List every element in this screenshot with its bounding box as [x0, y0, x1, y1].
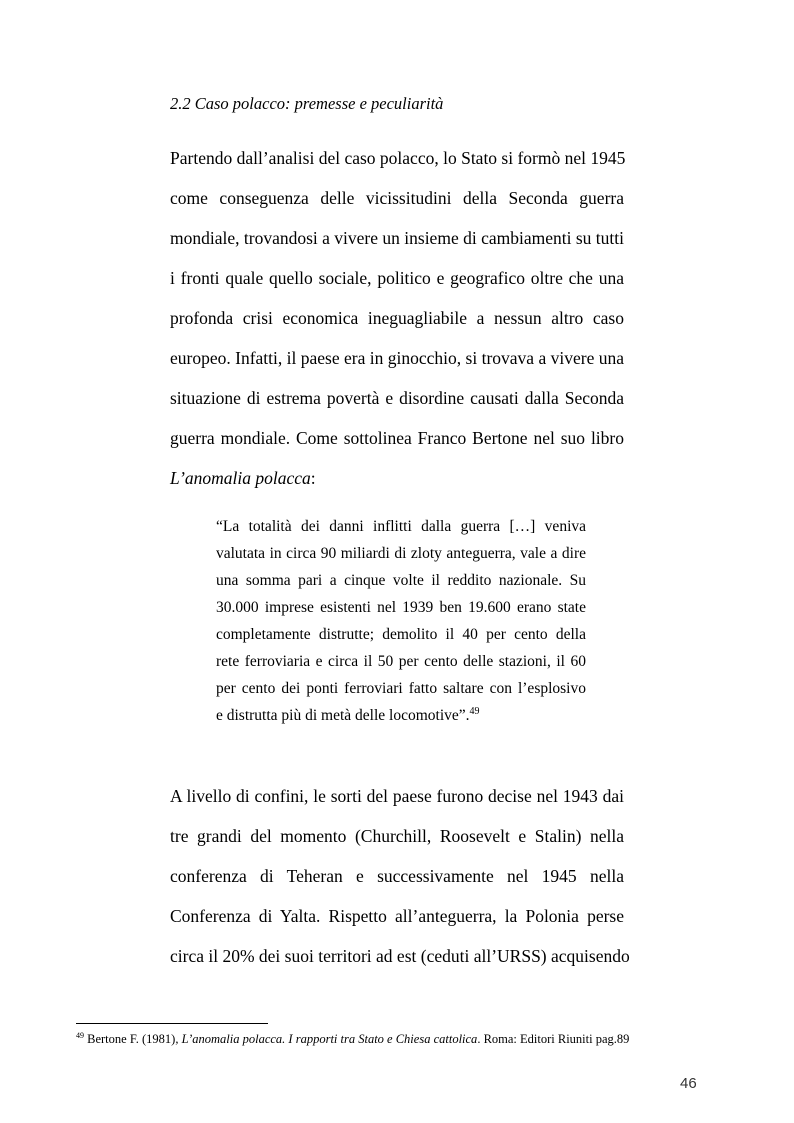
footnote-reference[interactable]: 49 — [469, 705, 480, 717]
quote-line: per cento dei ponti ferroviari fatto saltare con l’esplosivo — [216, 680, 586, 697]
footnote-title: , L’anomalia polacca. I rapporti tra Stato e Chiesa cattolica — [175, 1032, 478, 1046]
body-line: europeo. Infatti, il paese era in ginocchio, si trovava a vivere una — [170, 348, 624, 368]
body-line: i fronti quale quello sociale, politico e geografico oltre che una — [170, 268, 624, 288]
body-line: profonda crisi economica ineguagliabile a nessun altro caso — [170, 308, 624, 328]
quote-last-text: e distrutta più di metà delle locomotive”. — [216, 707, 470, 724]
quote-line: valutata in circa 90 miliardi di zloty anteguerra, vale a dire — [216, 545, 586, 562]
body-line: come conseguenza delle vicissitudini della Seconda guerra — [170, 188, 624, 208]
body-line: A livello di confini, le sorti del paese furono decise nel 1943 dai — [170, 786, 624, 806]
body-line: conferenza di Teheran e successivamente nel 1945 nella — [170, 866, 624, 886]
footnote-publisher: . Roma: Editori Riuniti pag.89 — [477, 1032, 630, 1046]
book-title-colon: : — [310, 468, 316, 488]
body-line-book-title — [170, 467, 624, 489]
body-line: mondiale, trovandosi a vivere un insieme di cambiamenti su tutti — [170, 228, 624, 248]
footnote — [76, 1031, 629, 1047]
quote-line: una somma pari a cinque volte il reddito nazionale. Su — [216, 572, 586, 589]
quote-line: completamente distrutte; demolito il 40 per cento della — [216, 626, 586, 643]
body-line: circa il 20% dei suoi territori ad est (ceduti all’URSS) acquisendo — [170, 946, 630, 966]
body-line: Conferenza di Yalta. Rispetto all’anteguerra, la Polonia perse — [170, 906, 624, 926]
body-line: Partendo dall’analisi del caso polacco, lo Stato si formò nel 1945 — [170, 148, 626, 168]
quote-line: rete ferroviaria e circa il 50 per cento delle stazioni, il 60 — [216, 653, 586, 670]
book-title: L’anomalia polacca — [170, 468, 311, 488]
body-line: situazione di estrema povertà e disordine causati dalla Seconda — [170, 388, 624, 408]
body-line: tre grandi del momento (Churchill, Roosevelt e Stalin) nella — [170, 826, 624, 846]
page-number: 46 — [680, 1075, 697, 1092]
footnote-author: Bertone F. (1981) — [87, 1032, 176, 1046]
footnote-divider — [76, 1023, 268, 1024]
quote-line-last — [216, 706, 586, 726]
section-heading: 2.2 Caso polacco: premesse e peculiarità — [170, 94, 444, 113]
quote-line: 30.000 imprese esistenti nel 1939 ben 19.600 erano state — [216, 599, 586, 616]
footnote-number: 49 — [76, 1030, 84, 1040]
body-line: guerra mondiale. Come sottolinea Franco Bertone nel suo libro — [170, 428, 624, 448]
quote-line: “La totalità dei danni inflitti dalla guerra […] veniva — [216, 518, 586, 535]
